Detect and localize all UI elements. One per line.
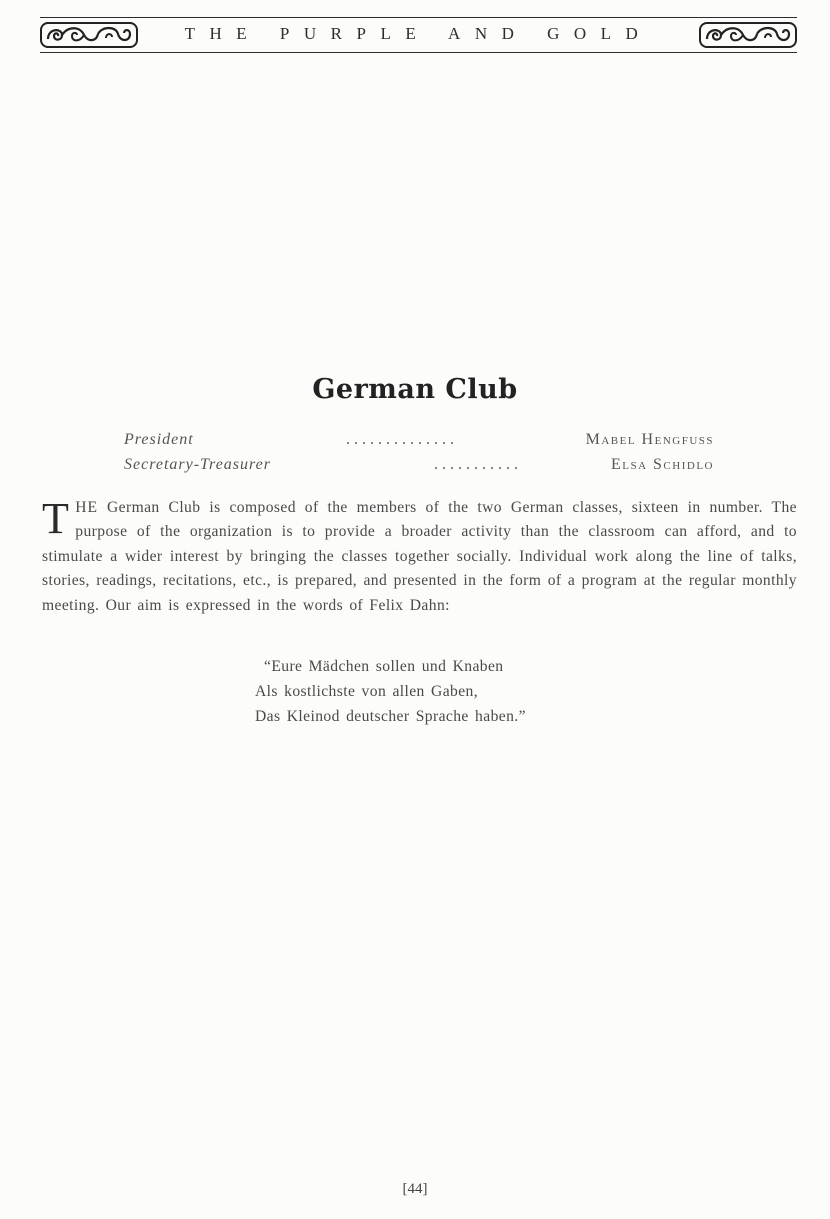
scroll-ornament-icon [40,22,138,48]
verse-line: Als kostlichste von allen Gaben, [255,683,479,700]
header-bottom-rule [40,52,797,53]
section-title: German Club [312,374,518,405]
verse-line: “Eure Mädchen sollen und Knaben [264,658,504,675]
drop-cap: T [42,494,70,543]
page-number: [44] [402,1181,428,1197]
officer-role: President [124,431,194,448]
officer-role: Secretary-Treasurer [124,456,271,473]
lead-in: HE [75,499,99,516]
verse-line: Das Kleinod deutscher Sprache haben.” [255,708,526,725]
officer-row-president [124,431,714,453]
scroll-ornament-icon [699,22,797,48]
officer-row-secretary-treasurer [124,456,714,478]
body-paragraph [42,496,797,618]
dot-leader: . . . . . . . . . . . [434,456,518,473]
running-header [40,15,797,55]
verse-quote [252,654,526,729]
running-title: THE PURPLE AND GOLD [184,24,653,43]
officer-name: Mabel Hengfuss [585,431,714,448]
officer-name: Elsa Schidlo [610,456,714,473]
dot-leader: . . . . . . . . . . . . . . [346,431,454,448]
header-top-rule [40,17,797,18]
paragraph-text: German Club is composed of the members of the two German classes, sixteen in number. The purpose of the organization is to provide a broader activity than the classroom can afford, and to stimulate a wider interest by bringing the classes together socially. Individual work along the line of talks, stories, readings, recitations, etc., is prepared, and presented in the form of a program at the regular monthly meeting. Our aim is expressed in the words of Felix Dahn: [42,499,797,614]
